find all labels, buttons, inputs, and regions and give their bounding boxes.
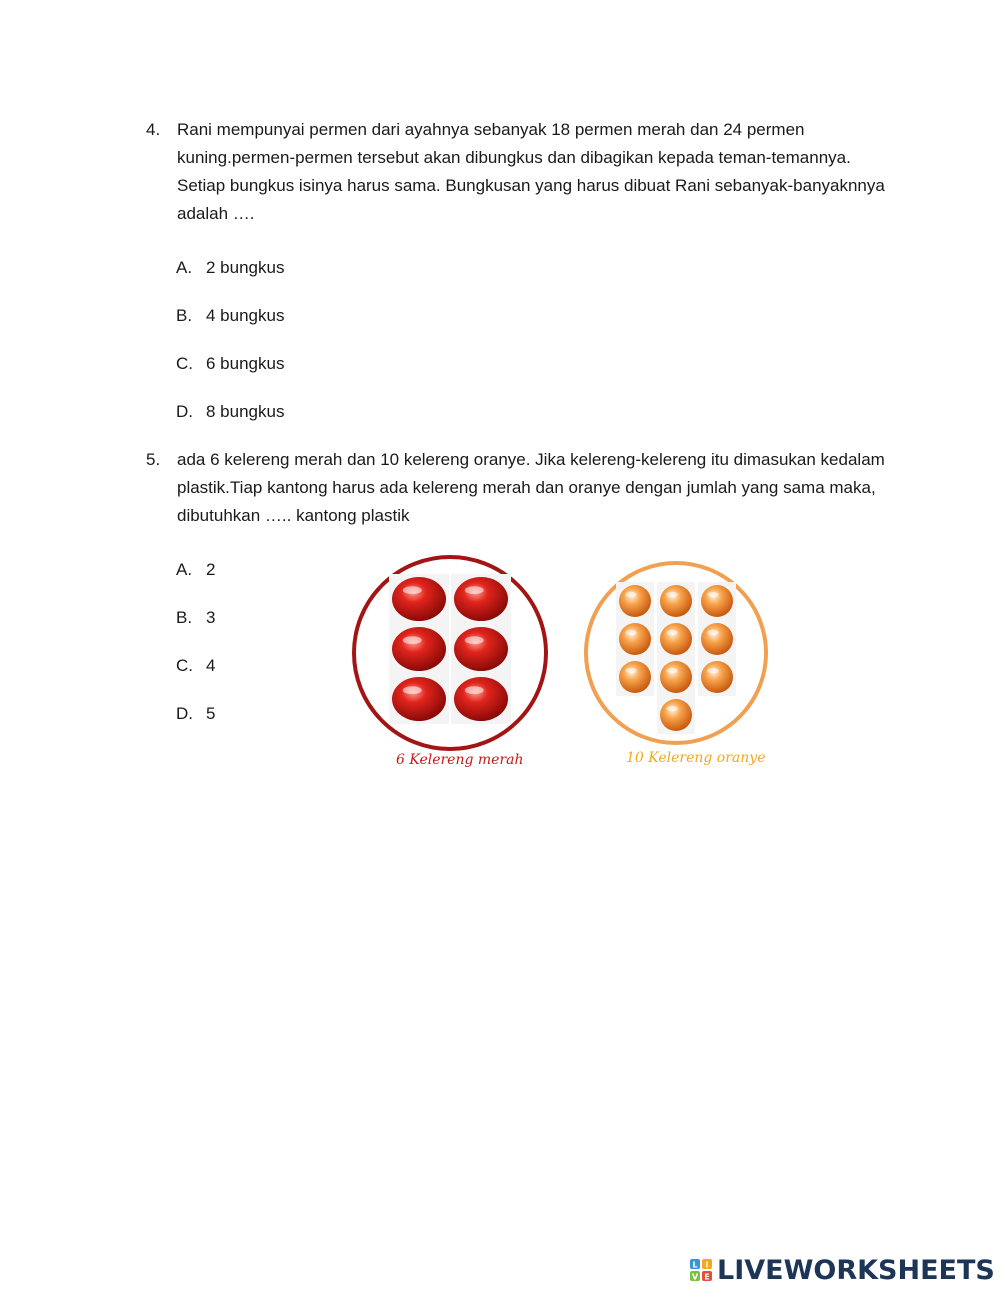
orange-marble-highlight <box>625 668 636 674</box>
logo-letter-e: E <box>704 1272 710 1281</box>
red-group-label: 6 Kelereng merah <box>396 752 524 768</box>
orange-marble <box>701 585 733 617</box>
option-letter: C. <box>176 656 193 675</box>
option-text: 8 bungkus <box>206 402 285 421</box>
orange-marble-highlight <box>625 592 636 598</box>
red-marble <box>454 677 508 721</box>
orange-group-label: 10 Kelereng oranye <box>626 750 766 766</box>
option-text: 6 bungkus <box>206 354 285 373</box>
orange-marble-highlight <box>707 630 718 636</box>
orange-marble <box>660 661 692 693</box>
orange-marble-highlight <box>707 592 718 598</box>
red-group-ring <box>354 557 546 749</box>
option-text: 2 bungkus <box>206 258 285 277</box>
question-text: ada 6 kelereng merah dan 10 kelereng oranye. Jika kelereng-kelereng itu dimasukan kedalam plastik.Tiap kantong harus ada kelereng merah dan oranye dengan jumlah yang sama maka, dibutuhkan ….. kantong plastik <box>177 450 885 525</box>
liveworksheets-logo <box>690 1253 995 1287</box>
red-marble-highlight <box>403 586 422 594</box>
logo-letter-v: V <box>691 1272 699 1281</box>
option-text: 4 bungkus <box>206 306 285 325</box>
red-marble-highlight <box>465 636 484 644</box>
orange-marble-highlight <box>666 592 677 598</box>
orange-marble-highlight <box>666 668 677 674</box>
orange-marble <box>660 585 692 617</box>
question-number: 5. <box>146 450 161 469</box>
orange-marble-highlight <box>707 668 718 674</box>
brand-logo-icon <box>690 1259 712 1281</box>
red-marble <box>392 577 446 621</box>
orange-marble-highlight <box>666 706 677 712</box>
option-letter: B. <box>176 306 193 325</box>
orange-marble <box>619 623 651 655</box>
option-letter: D. <box>176 402 193 421</box>
orange-marble <box>701 623 733 655</box>
orange-marble <box>619 661 651 693</box>
option-text: 5 <box>206 704 216 723</box>
option-letter: A. <box>176 258 193 277</box>
option-text: 3 <box>206 608 216 627</box>
red-marble <box>454 577 508 621</box>
red-marble <box>454 627 508 671</box>
red-marble <box>392 677 446 721</box>
orange-marble <box>660 623 692 655</box>
orange-marble <box>701 661 733 693</box>
orange-marble <box>660 699 692 731</box>
option-letter: C. <box>176 354 193 373</box>
option-letter: D. <box>176 704 193 723</box>
red-marble-highlight <box>403 636 422 644</box>
red-marble <box>392 627 446 671</box>
red-marble-highlight <box>465 586 484 594</box>
red-marble-highlight <box>403 686 422 694</box>
orange-marble-highlight <box>666 630 677 636</box>
brand-name: LIVEWORKSHEETS <box>717 1254 995 1286</box>
option-text: 4 <box>206 656 216 675</box>
option-letter: A. <box>176 560 193 579</box>
red-marble-highlight <box>465 686 484 694</box>
logo-letter-l: L <box>692 1260 698 1270</box>
question-text: Rani mempunyai permen dari ayahnya sebanyak 18 permen merah dan 24 permen kuning.permen-permen tersebut akan dibungkus dan dibagikan kepada teman-temannya. Setiap bungkus isinya harus sama. Bungkusan yang harus dibuat Rani sebanyak-banyaknnya adalah …. <box>177 120 885 223</box>
logo-letter-i: I <box>705 1260 709 1270</box>
question-number: 4. <box>146 120 161 139</box>
orange-marble-highlight <box>625 630 636 636</box>
option-text: 2 <box>206 560 216 579</box>
orange-marble <box>619 585 651 617</box>
option-letter: B. <box>176 608 193 627</box>
